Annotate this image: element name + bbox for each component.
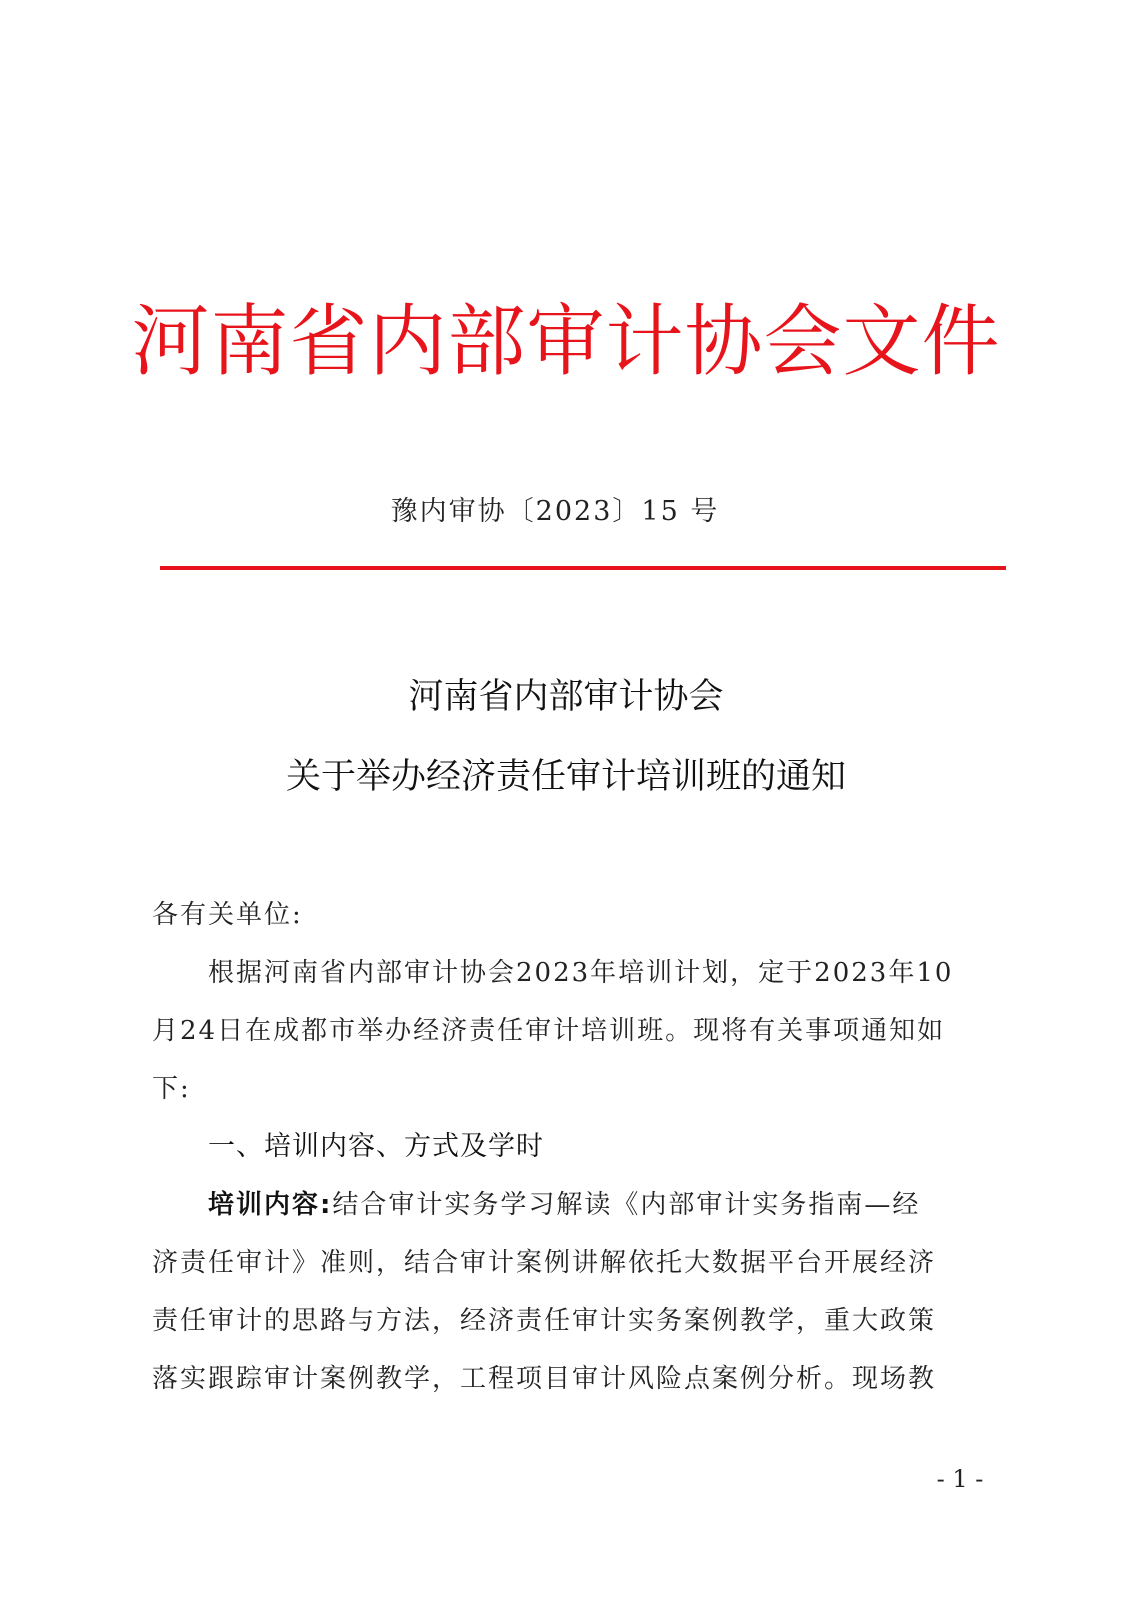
paragraph-text: 结合审计实务学习解读《内部审计实务指南—经: [332, 1190, 921, 1220]
section-heading-text: 一、培训内容、方式及学时: [208, 1131, 544, 1162]
paragraph-line: 济责任审计》准则，结合审计案例讲解依托大数据平台开展经济: [152, 1248, 937, 1278]
paragraph-text: 根据河南省内部审计协会2023年培训计划，定于2023年10: [208, 958, 954, 988]
notice-title-line2: 关于举办经济责任审计培训班的通知: [285, 757, 846, 797]
header-divider: [160, 566, 1006, 570]
content-label: 培训内容:: [208, 1190, 333, 1220]
notice-title-line1: 河南省内部审计协会: [408, 677, 724, 717]
paragraph-line: 落实跟踪审计案例教学，工程项目审计风险点案例分析。现场教: [152, 1364, 937, 1394]
salutation: 各有关单位:: [152, 900, 303, 930]
document-number: 豫内审协〔2023〕15 号: [390, 496, 720, 527]
paragraph-line: [152, 953, 992, 993]
document-header-title: 河南省内部审计协会文件: [131, 297, 1001, 387]
paragraph-line: [152, 1185, 992, 1225]
paragraph-line: 责任审计的思路与方法，经济责任审计实务案例教学，重大政策: [152, 1306, 937, 1336]
section-heading: [152, 1127, 992, 1167]
paragraph-line: 月24日在成都市举办经济责任审计培训班。现将有关事项通知如: [152, 1016, 946, 1046]
paragraph-line: 下:: [152, 1074, 191, 1104]
page-number: - 1 -: [936, 1465, 984, 1493]
